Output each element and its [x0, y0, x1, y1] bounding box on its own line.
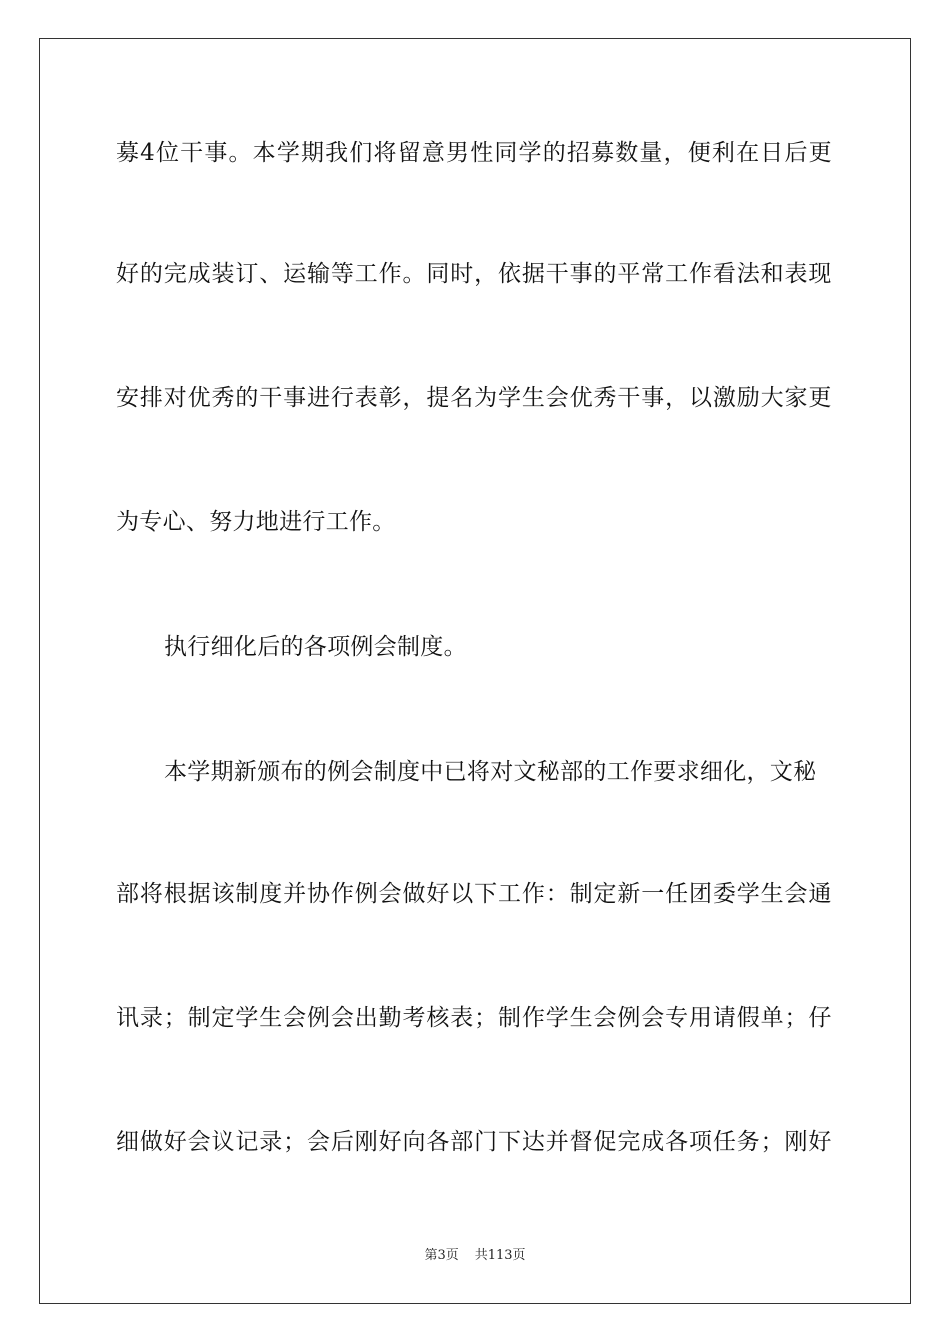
paragraph-line: 本学期新颁布的例会制度中已将对文秘部的工作要求细化，文秘	[164, 759, 817, 785]
paragraph-line: 细 做 好 会 议 记 录 ； 会 后 刚 好 向 各 部 门 下 达 并 督 促 完 成 各 项 任 务 ； 刚 好	[116, 1129, 832, 1155]
paragraph-line: 好 的 完 成 装 订 、 运 输 等 工 作 。 同 时 ， 依 据 干 事 的 平 常 工 作 看 法 和 表 现	[116, 261, 832, 287]
page-number: 第3页	[424, 1248, 459, 1263]
paragraph-line: 募 4 位 干 事 。 本 学 期 我 们 将 留 意 男 性 同 学 的 招 募 数 量 ， 便 利 在 日 后 更	[116, 140, 832, 166]
paragraph-line: 为专心、努力地进行工作。	[116, 509, 396, 535]
page-footer	[0, 1247, 950, 1265]
paragraph-line: 部 将 根 据 该 制 度 并 协 作 例 会 做 好 以 下 工 作 ： 制 定 新 一 任 团 委 学 生 会 通	[116, 881, 832, 907]
paragraph-heading: 执行细化后的各项例会制度。	[164, 634, 467, 660]
total-pages: 共113页	[474, 1248, 526, 1263]
page-border	[39, 38, 911, 1304]
paragraph-line: 安 排 对 优 秀 的 干 事 进 行 表 彰 ， 提 名 为 学 生 会 优 秀 干 事 ， 以 激 励 大 家 更	[116, 385, 832, 411]
paragraph-line: 讯 录 ； 制 定 学 生 会 例 会 出 勤 考 核 表 ； 制 作 学 生 会 例 会 专 用 请 假 单 ； 仔	[116, 1005, 832, 1031]
